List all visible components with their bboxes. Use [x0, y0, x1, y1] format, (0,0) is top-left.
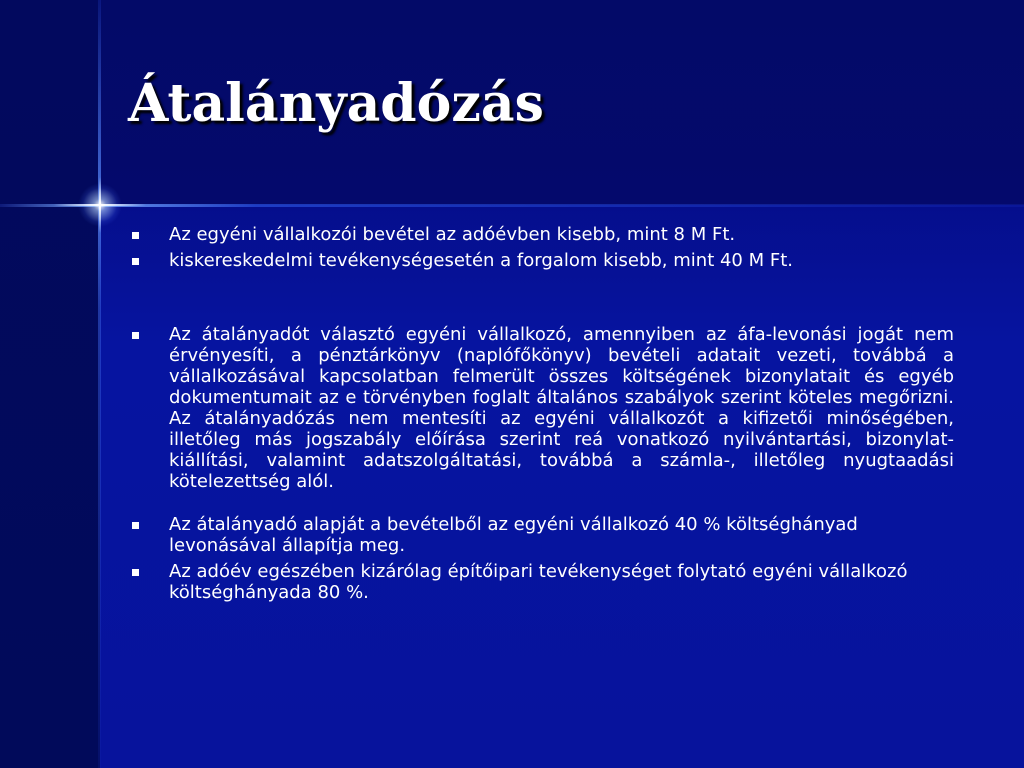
- left-band-decoration: [0, 0, 100, 768]
- slide-title: Átalányadózás: [128, 73, 544, 134]
- vertical-accent-line: [98, 0, 101, 768]
- square-bullet-icon: [132, 569, 139, 576]
- list-item: [128, 224, 954, 245]
- horizontal-accent-line: [0, 204, 1024, 207]
- square-bullet-icon: [132, 232, 139, 239]
- list-item-text: Az átalányadót választó egyéni vállalkozó, amennyiben az áfa-levonási jogát nem érvényesíti, a pénztárkönyv (naplófőkönyv) bevételi adatait vezeti, továbbá a vállalkozásával kapcsolatban felmerült összes költségének bizonylatait és egyéb dokumentumait az e törvényben foglalt általános szabályok szerint köteles megőrizni. Az átalányadózás nem mentesíti az egyéni vállalkozót a kifizetői minőségében, illetőleg más jogszabály előírása szerint reá vonatkozó nyilvántartási, bizonylat-kiállítási, valamint adatszolgáltatási, továbbá a számla-, illetőleg nyugtaadási kötelezettség alól.: [169, 324, 954, 492]
- square-bullet-icon: [132, 332, 139, 339]
- list-item-text: Az adóév egészében kizárólag építőipari tevékenységet folytató egyéni vállalkozó költséghányada 80 %.: [169, 561, 908, 603]
- list-item-text: Az átalányadó alapját a bevételből az egyéni vállalkozó 40 % költséghányad levonásával állapítja meg.: [169, 514, 858, 556]
- square-bullet-icon: [132, 522, 139, 529]
- list-item-text: Az egyéni vállalkozói bevétel az adóévben kisebb, mint 8 M Ft.: [169, 224, 736, 245]
- list-item: [128, 250, 954, 271]
- list-item: [128, 514, 954, 556]
- bullet-list: [128, 224, 954, 603]
- list-item: [128, 324, 954, 492]
- list-item: [128, 561, 954, 603]
- square-bullet-icon: [132, 258, 139, 265]
- list-item-text: kiskereskedelmi tevékenységesetén a forgalom kisebb, mint 40 M Ft.: [169, 250, 793, 271]
- slide-content: [128, 224, 954, 603]
